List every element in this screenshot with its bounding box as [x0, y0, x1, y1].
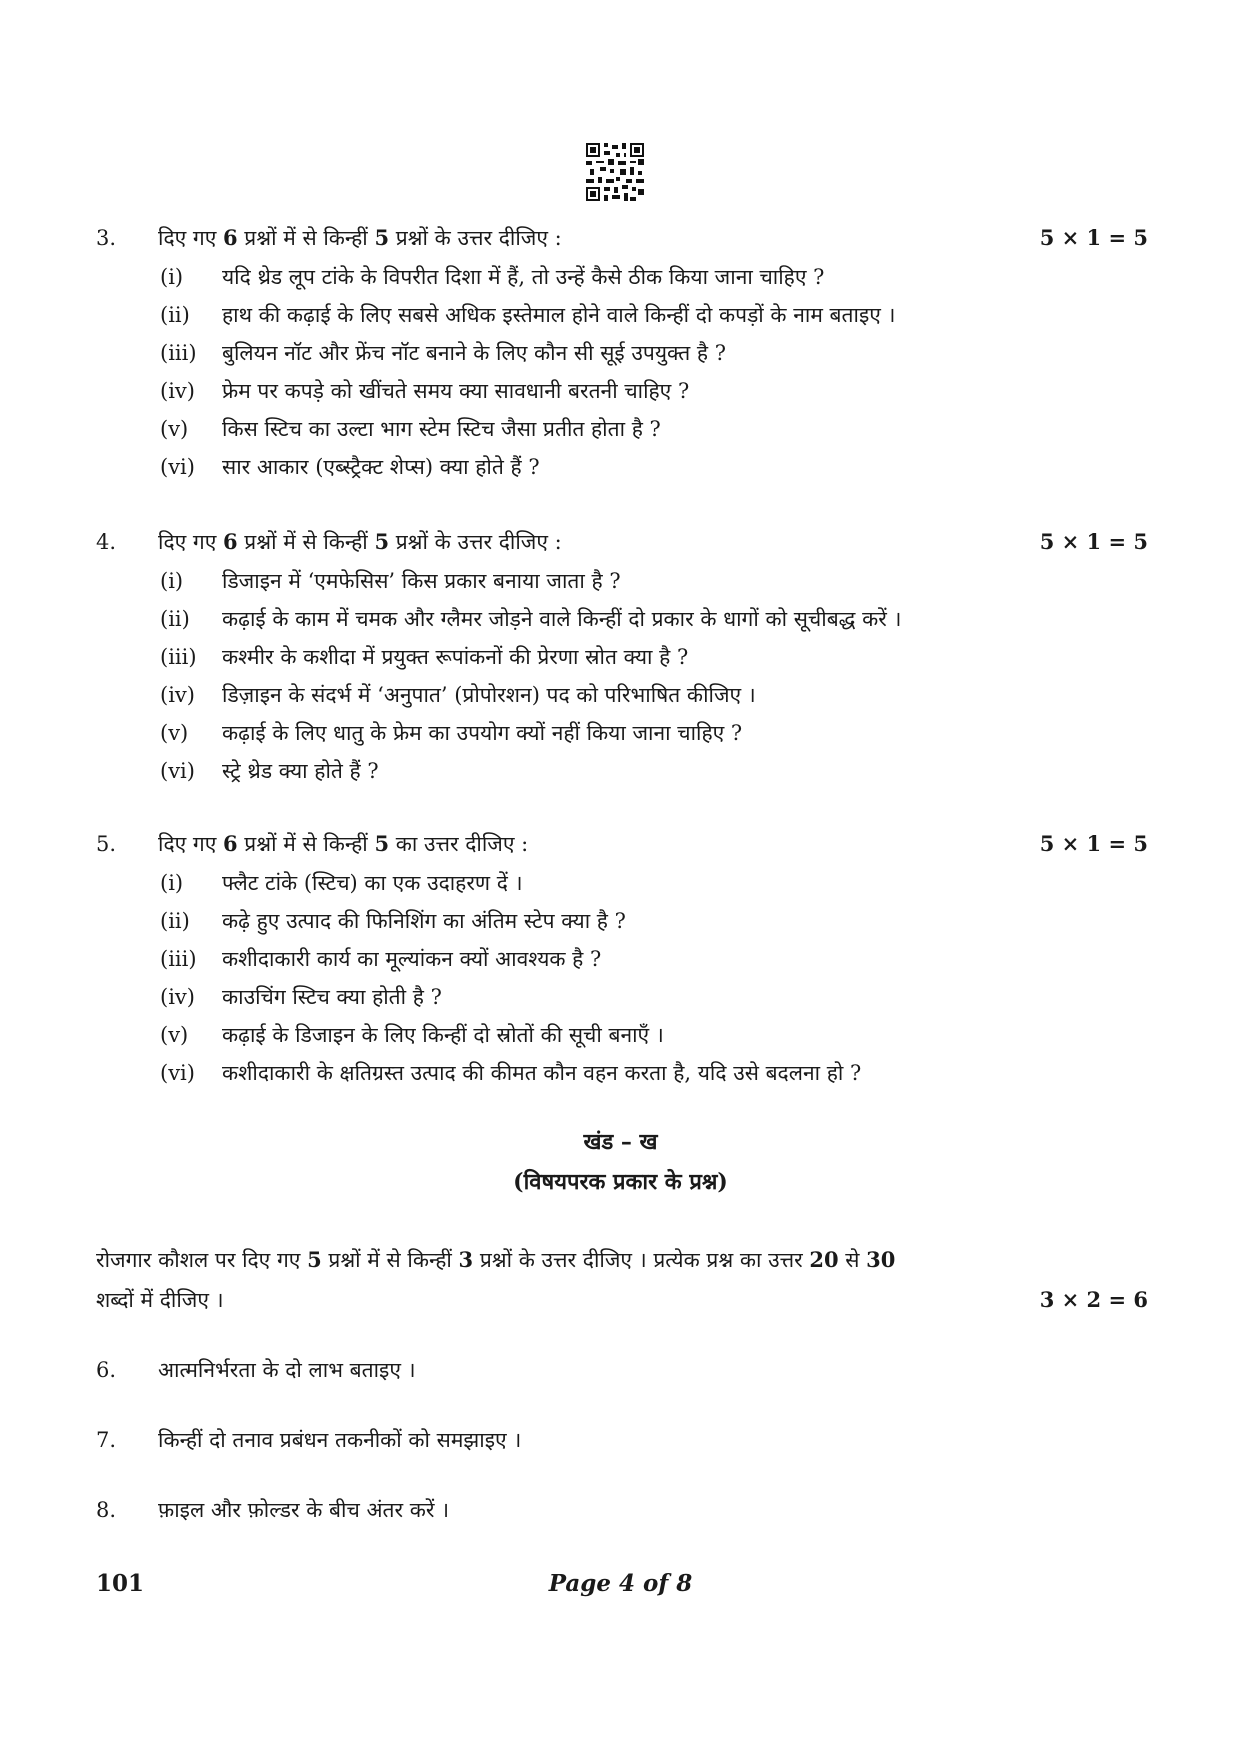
section-title: खंड – ख [583, 1129, 658, 1155]
question-3 [96, 218, 1148, 486]
sub-question: (iv) डिज़ाइन के संदर्भ में ‘अनुपात’ (प्रोपोरशन) पद को परिभाषित कीजिए । [160, 683, 756, 707]
sub-question: (v) कढ़ाई के डिजाइन के लिए किन्हीं दो स्रोतों की सूची बनाएँ । [160, 1023, 664, 1047]
sub-question: (vi) कशीदाकारी के क्षतिग्रस्त उत्पाद की कीमत कौन वहन करता है, यदि उसे बदलना हो ? [160, 1061, 862, 1085]
sub-question: (ii) कढ़ाई के काम में चमक और ग्लैमर जोड़ने वाले किन्हीं दो प्रकार के धागों को सूचीबद्ध करें । [160, 607, 902, 631]
section-instructions: रोजगार कौशल पर दिए गए 5 प्रश्नों में से किन्हीं 3 प्रश्नों के उत्तर दीजिए । प्रत्येक प्रश्न का उत्तर 20 से 30 शब्दों में दीजिए । 3 × 2 = 6 [96, 1240, 1148, 1320]
page-number: Page 4 of 8 [548, 1570, 693, 1597]
sub-question: (iv) फ्रेम पर कपड़े को खींचते समय क्या सावधानी बरतनी चाहिए ? [160, 379, 690, 403]
sub-question: (i) डिजाइन में ‘एमफेसिस’ किस प्रकार बनाया जाता है ? [160, 569, 621, 593]
marks: 5 × 1 = 5 [1039, 529, 1148, 554]
section-subtitle: (विषयपरक प्रकार के प्रश्न) [513, 1169, 728, 1195]
question-number: 5. [96, 832, 117, 856]
marks: 5 × 1 = 5 [1039, 831, 1148, 856]
question-instruction: दिए गए 6 प्रश्नों में से किन्हीं 5 प्रश्नों के उत्तर दीजिए : [158, 225, 562, 250]
marks: 5 × 1 = 5 [1039, 225, 1148, 250]
question-6: 6. आत्मनिर्भरता के दो लाभ बताइए । [96, 1358, 416, 1382]
sub-question: (vi) सार आकार (एब्स्ट्रैक्ट शेप्स) क्या होते हैं ? [160, 455, 540, 479]
question-7: 7. किन्हीं दो तनाव प्रबंधन तकनीकों को समझाइए । [96, 1428, 522, 1452]
question-4 [96, 522, 1148, 790]
sub-question: (iii) कश्मीर के कशीदा में प्रयुक्त रूपांकनों की प्रेरणा स्रोत क्या है ? [160, 645, 689, 669]
question-5 [96, 824, 1148, 1092]
qr-code-icon [586, 143, 644, 201]
sub-question: (v) किस स्टिच का उल्टा भाग स्टेम स्टिच जैसा प्रतीत होता है ? [160, 417, 661, 441]
question-number: 3. [96, 226, 117, 250]
question-instruction: दिए गए 6 प्रश्नों में से किन्हीं 5 का उत्तर दीजिए : [158, 831, 529, 856]
sub-question: (iv) काउचिंग स्टिच क्या होती है ? [160, 985, 442, 1009]
question-8: 8. फ़ाइल और फ़ोल्डर के बीच अंतर करें । [96, 1498, 450, 1522]
question-instruction: दिए गए 6 प्रश्नों में से किन्हीं 5 प्रश्नों के उत्तर दीजिए : [158, 529, 562, 554]
paper-code: 101 [96, 1570, 145, 1597]
sub-question: (ii) हाथ की कढ़ाई के लिए सबसे अधिक इस्तेमाल होने वाले किन्हीं दो कपड़ों के नाम बताइए । [160, 303, 896, 327]
sub-question: (vi) स्ट्रे थ्रेड क्या होते हैं ? [160, 759, 379, 783]
sub-question: (iii) कशीदाकारी कार्य का मूल्यांकन क्यों आवश्यक है ? [160, 947, 602, 971]
sub-question: (i) यदि थ्रेड लूप टांके के विपरीत दिशा में हैं, तो उन्हें कैसे ठीक किया जाना चाहिए ? [160, 265, 825, 289]
sub-question: (i) फ्लैट टांके (स्टिच) का एक उदाहरण दें । [160, 871, 523, 895]
sub-question: (ii) कढ़े हुए उत्पाद की फिनिशिंग का अंतिम स्टेप क्या है ? [160, 909, 626, 933]
marks: 3 × 2 = 6 [1039, 1287, 1148, 1312]
sub-question: (v) कढ़ाई के लिए धातु के फ्रेम का उपयोग क्यों नहीं किया जाना चाहिए ? [160, 721, 743, 745]
sub-question: (iii) बुलियन नॉट और फ्रेंच नॉट बनाने के लिए कौन सी सूई उपयुक्त है ? [160, 341, 727, 365]
question-number: 4. [96, 530, 117, 554]
